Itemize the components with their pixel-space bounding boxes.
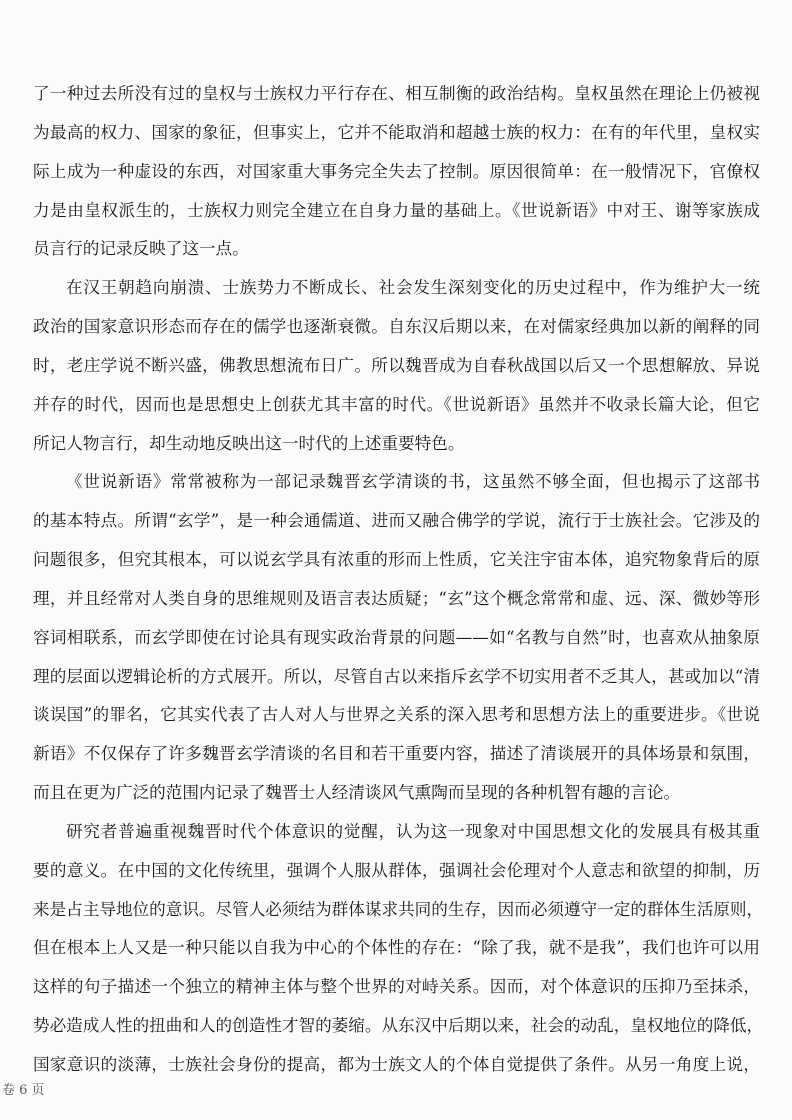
text-line: 这样的句子描述一个独立的精神主体与整个世界的对峙关系。因而，对个体意识的压抑乃至抹杀，: [33, 977, 760, 997]
paragraph-first-line: 《世说新语》常常被称为一部记录魏晋玄学清谈的书，这虽然不够全面，但也揭示了这部书: [66, 472, 760, 492]
text-line: 容词相联系，而玄学即使在讨论具有现实政治背景的问题——如“名教与自然”时，也喜欢从抽象原: [33, 627, 760, 647]
text-line: 了一种过去所没有过的皇权与士族权力平行存在、相互制衡的政治结构。皇权虽然在理论上仍被视: [33, 84, 760, 103]
text-line: 理，并且经常对人类自身的思维规则及语言表达质疑；“玄”这个概念常常和虚、远、深、微妙等形: [33, 588, 760, 608]
page-footer: 卷 6 页: [2, 1083, 45, 1098]
text-line: 势必造成人性的扭曲和人的创造性才智的萎缩。从东汉中后期以来，社会的动乱，皇权地位的降低，: [33, 1016, 764, 1036]
text-line: 所记人物言行，却生动地反映出这一时代的上述重要特色。: [33, 433, 465, 453]
text-line: 政治的国家意识形态而存在的儒学也逐渐衰微。自东汉后期以来，在对儒家经典加以新的阐释的同: [33, 317, 760, 337]
text-line: 时，老庄学说不断兴盛，佛教思想流布日广。所以魏晋成为自春秋战国以后又一个思想解放、异说: [33, 355, 760, 375]
text-line: 际上成为一种虚设的东西，对国家重大事务完全失去了控制。原因很简单：在一般情况下，官僚权: [33, 161, 760, 181]
text-line: 问题很多，但究其根本，可以说玄学具有浓重的形而上性质，它关注宇宙本体，追究物象背后的原: [33, 550, 760, 570]
text-line: 的基本特点。所谓“玄学”，是一种会通儒道、进而又融合佛学的学说，流行于士族社会。它涉及的: [33, 511, 760, 531]
text-line: 力是由皇权派生的，士族权力则完全建立在自身力量的基础上。《世说新语》中对王、谢等家族成: [33, 200, 760, 220]
text-line: 理的层面以逻辑论析的方式展开。所以，尽管自古以来指斥玄学不切实用者不乏其人，甚或加以“清: [33, 666, 760, 686]
text-line: 员言行的记录反映了这一点。: [33, 239, 249, 259]
text-line: 而且在更为广泛的范围内记录了魏晋士人经清谈风气熏陶而呈现的各种机智有趣的言论。: [33, 783, 681, 803]
text-line: 但在根本上人又是一种只能以自我为中心的个体性的存在：“除了我，就不是我”，我们也许可以用: [33, 938, 760, 958]
paragraph-first-line: 在汉王朝趋向崩溃、士族势力不断成长、社会发生深刻变化的历史过程中，作为维护大一统: [66, 278, 760, 298]
text-line: 国家意识的淡薄，士族社会身份的提高，都为士族文人的个体自觉提供了条件。从另一角度上说，: [33, 1055, 760, 1074]
paragraph-first-line: 研究者普遍重视魏晋时代个体意识的觉醒，认为这一现象对中国思想文化的发展具有极其重: [66, 821, 760, 841]
text-line: 新语》不仅保存了许多魏晋玄学清谈的名目和若干重要内容，描述了清谈展开的具体场景和氛围，: [33, 744, 760, 764]
text-line: 并存的时代，因而也是思想史上创获尤其丰富的时代。《世说新语》虽然并不收录长篇大论，但它: [33, 394, 760, 414]
text-line: 为最高的权力、国家的象征，但事实上，它并不能取消和超越士族的权力：在有的年代里，皇权实: [33, 122, 760, 142]
text-line: 来是占主导地位的意识。尽管人必须结为群体谋求共同的生存，因而必须遵守一定的群体生活原则，: [33, 899, 764, 919]
text-line: 要的意义。在中国的文化传统里，强调个人服从群体，强调社会伦理对个人意志和欲望的抑制，历: [33, 860, 760, 880]
text-line: 谈误国”的罪名，它其实代表了古人对人与世界之关系的深入思考和思想方法上的重要进步。《世说: [33, 705, 760, 725]
